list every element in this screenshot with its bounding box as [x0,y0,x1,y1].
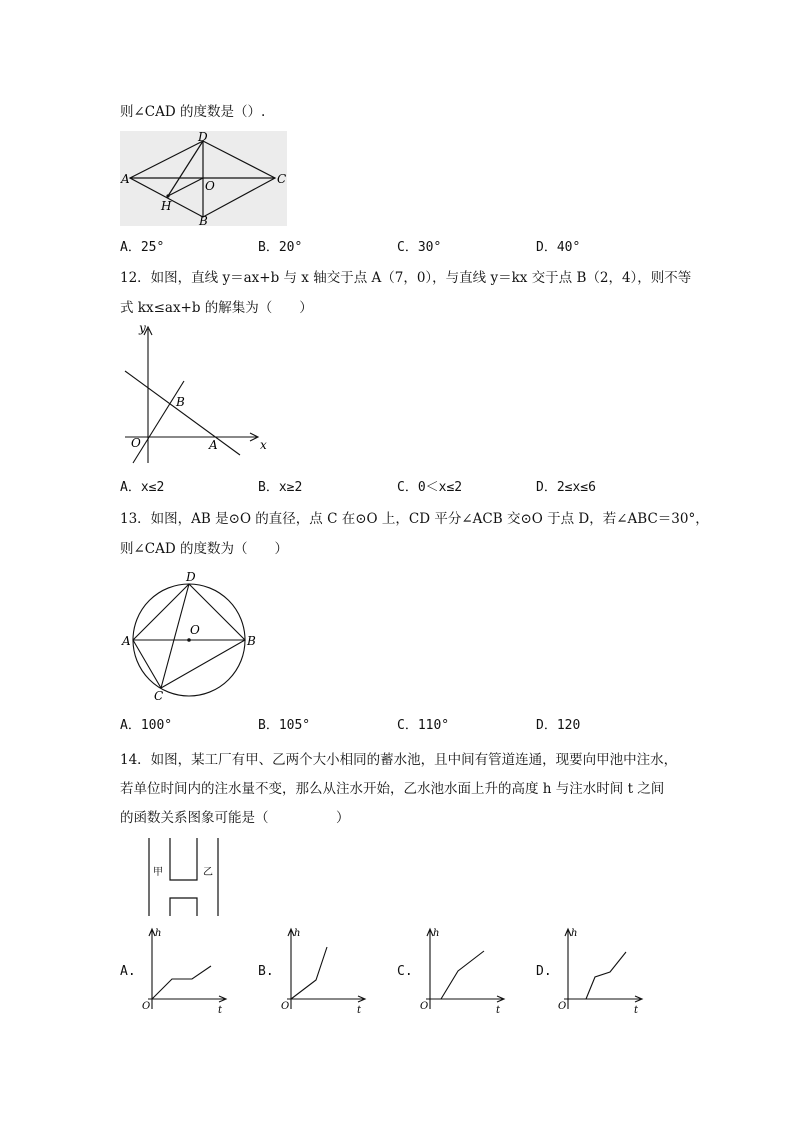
q11-label-d: D [198,130,208,144]
q14-d-t-label: t [634,1005,639,1016]
q14-tanks-figure [146,838,222,918]
q13-option-a[interactable]: A．100° [120,718,173,733]
q11-label-h: H [161,199,172,213]
q13-text-line1: 13．如图，AB 是⊙O 的直径，点 C 在⊙O 上，CD 平分∠ACB 交⊙O 于点 D，若∠ABC＝30°， [120,511,709,527]
q11-label-a: A [121,172,130,186]
q11-rhombus-figure [120,131,287,226]
q13-label-d: D [186,570,196,584]
q12-text-line1: 12．如图，直线 y＝ax+b 与 x 轴交于点 A（7，0），与直线 y＝kx 交于点 B（2，4），则不等 [120,270,692,286]
q11-option-a[interactable]: A．25° [120,240,165,255]
q14-b-h-label: h [294,928,301,939]
q14-text-line2: 若单位时间内的注水量不变，那么从注水开始，乙水池水面上升的高度 h 与注水时间 t 之间 [120,781,665,797]
q11-option-d[interactable]: D．40° [536,240,581,255]
q14-option-a[interactable]: A. [120,964,136,979]
q13-circle-figure [120,568,265,703]
q14-tank-jia-label: 甲 [153,867,163,878]
q11-label-c: C [277,172,287,186]
q14-a-t-label: t [218,1005,223,1016]
q14-option-d[interactable]: D. [536,964,552,979]
q12-label-o: O [131,436,141,450]
q14-option-b[interactable]: B. [258,964,274,979]
q14-a-h-label: h [155,928,162,939]
q11-label-o: O [205,179,215,193]
q13-option-d[interactable]: D．120 [536,718,581,733]
q11-label-b: B [199,214,208,228]
q14-text-line1: 14．如图，某工厂有甲、乙两个大小相同的蓄水池，且中间有管道连通，现要向甲池中注水， [120,752,678,768]
q14-tank-yi-label: 乙 [203,867,213,878]
q14-graph-b [279,925,374,1016]
q14-b-t-label: t [357,1005,362,1016]
q11-option-b[interactable]: B．20° [258,240,303,255]
q14-text-line3: 的函数关系图象可能是（ ） [120,810,350,826]
q14-a-o-label: O [142,1001,151,1012]
q14-c-t-label: t [496,1005,501,1016]
q12-option-c[interactable]: C．0＜x≤2 [397,480,463,495]
q12-option-a[interactable]: A．x≤2 [120,480,165,495]
q12-option-d[interactable]: D．2≤x≤6 [536,480,596,495]
q13-text-line2: 则∠CAD 的度数为（ ） [120,541,289,557]
q14-c-o-label: O [420,1001,429,1012]
q13-label-a: A [122,634,131,648]
q14-graph-d [556,925,651,1016]
q12-label-x: x [260,438,267,452]
q12-label-y: y [139,321,146,335]
q14-graph-a [140,925,235,1016]
q13-label-o: O [190,623,200,637]
q14-d-h-label: h [571,928,578,939]
q13-label-b: B [247,634,256,648]
q12-option-b[interactable]: B．x≥2 [258,480,303,495]
q12-graph-figure [120,323,265,468]
q13-option-c[interactable]: C．110° [397,718,450,733]
q11-text: 则∠CAD 的度数是（）. [120,104,266,120]
q11-option-c[interactable]: C．30° [397,240,442,255]
q13-label-c: C [154,689,164,703]
q12-label-a: A [209,438,218,452]
q14-c-h-label: h [433,928,440,939]
q13-option-b[interactable]: B．105° [258,718,311,733]
q14-option-c[interactable]: C. [397,964,413,979]
q14-b-o-label: O [281,1001,290,1012]
q12-text-line2: 式 kx≤ax+b 的解集为（ ） [120,300,313,316]
q12-label-b: B [176,395,185,409]
q14-graph-c [418,925,513,1016]
q14-d-o-label: O [558,1001,567,1012]
